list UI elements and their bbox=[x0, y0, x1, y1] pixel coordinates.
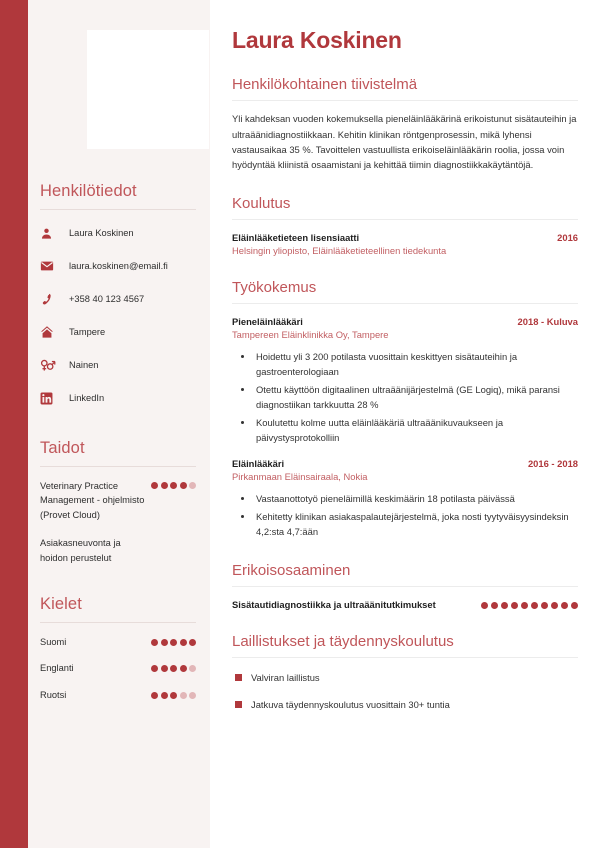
gender-icon bbox=[40, 358, 62, 372]
language-row bbox=[40, 661, 196, 675]
expertise-label: Sisätautidiagnostiikka ja ultraäänitutkimukset bbox=[232, 598, 436, 610]
list-item bbox=[232, 671, 578, 685]
contact-row-name bbox=[40, 222, 196, 244]
rating-dot-filled bbox=[561, 602, 568, 609]
rating-dot-filled bbox=[541, 602, 548, 609]
rating-dot-filled bbox=[180, 482, 187, 489]
section-heading-expertise: Erikoisosaaminen bbox=[232, 561, 351, 579]
contact-value-linkedin: LinkedIn bbox=[69, 392, 105, 403]
contact-value-phone: +358 40 123 4567 bbox=[69, 293, 145, 304]
rating-dot-empty bbox=[189, 665, 196, 672]
divider bbox=[40, 209, 196, 210]
experience-date: 2016 - 2018 bbox=[527, 457, 578, 469]
education-title: Eläinlääketieteen lisensiaatti bbox=[232, 232, 360, 244]
skill-row bbox=[40, 536, 196, 565]
rating-dot-filled bbox=[170, 692, 177, 699]
person-icon bbox=[40, 227, 62, 240]
section-heading-education: Koulutus bbox=[232, 195, 291, 213]
contact-row-location bbox=[40, 321, 196, 343]
list-item bbox=[232, 698, 578, 712]
rating-dot-filled bbox=[180, 665, 187, 672]
rating-dot-filled bbox=[151, 639, 158, 646]
experience-bullets bbox=[246, 349, 578, 445]
entry-header bbox=[232, 316, 578, 327]
experience-employer: Tampereen Eläinklinikka Oy, Tampere bbox=[232, 329, 389, 341]
rating-dot-filled bbox=[521, 602, 528, 609]
square-bullet-icon bbox=[235, 701, 242, 708]
rating-dot-filled bbox=[551, 602, 558, 609]
envelope-icon bbox=[40, 259, 62, 273]
rating-dot-filled bbox=[161, 665, 168, 672]
experience-title: Eläinlääkäri bbox=[232, 457, 285, 469]
summary-text: Yli kahdeksan vuoden kokemuksella pieneläinlääkärinä erikoistunut sisätauteihin ja ultraäänidiagnostiikkaan. Kehitin klinikan röntgenprosessin, mikä lyhensi vastausaikaa 35 %. Tavoittelen vastuullista erikoiseläinlääkärin roolia, jossa voin hyödyntää kliinistä osaamistani ja kehittää tiimin diagnostiikkakäytäntöjä. bbox=[232, 113, 577, 170]
language-rating-dots bbox=[151, 692, 196, 699]
sidebar-heading-languages: Kielet bbox=[40, 595, 82, 614]
section-heading-summary: Henkilökohtainen tiivistelmä bbox=[232, 76, 418, 94]
section-heading-certifications: Laillistukset ja täydennyskoulutus bbox=[232, 632, 454, 650]
contact-row-phone[interactable] bbox=[40, 288, 196, 310]
rating-dot-filled bbox=[481, 602, 488, 609]
divider bbox=[40, 466, 196, 467]
rating-dot-filled bbox=[151, 482, 158, 489]
education-entry bbox=[232, 232, 578, 256]
square-bullet-icon bbox=[235, 674, 242, 681]
bullet-item: • Hoidettu yli 3 200 potilasta vuosittain keskittyen sisätauteihin ja gastroenterologiaan bbox=[254, 349, 578, 379]
divider bbox=[232, 100, 578, 101]
rating-dot-filled bbox=[161, 639, 168, 646]
certification-text: Jatkuva täydennyskoulutus vuosittain 30+ tuntia bbox=[251, 698, 450, 710]
rating-dot-filled bbox=[531, 602, 538, 609]
experience-date: 2018 - Kuluva bbox=[517, 316, 578, 328]
sidebar-heading-skills: Taidot bbox=[40, 439, 85, 457]
contact-value-gender: Nainen bbox=[69, 359, 99, 370]
divider bbox=[232, 586, 578, 587]
bullet-item: • Vastaanottotyö pieneläimillä keskimäärin 18 potilasta päivässä bbox=[254, 491, 578, 506]
divider bbox=[232, 303, 578, 304]
bullet-item: • Koulutettu kolme uutta eläinlääkäriä ultraäänikuvaukseen ja päivystysprotokolliin bbox=[254, 415, 578, 445]
rating-dot-empty bbox=[189, 482, 196, 489]
sidebar bbox=[28, 0, 210, 848]
experience-employer: Pirkanmaan Eläinsairaala, Nokia bbox=[232, 470, 368, 482]
skill-label: Asiakasneuvonta ja hoidon perustelut bbox=[40, 538, 121, 563]
contact-value-location: Tampere bbox=[69, 326, 106, 337]
certifications-list bbox=[232, 671, 578, 712]
main-content bbox=[210, 0, 600, 848]
contact-list bbox=[40, 222, 196, 409]
phone-icon bbox=[40, 293, 62, 306]
bullet-item: • Otettu käyttöön digitaalinen ultraäänijärjestelmä (GE Logiq), mikä paransi diagnostiikan tarkkuutta 28 % bbox=[254, 382, 578, 412]
experience-bullets bbox=[246, 491, 578, 539]
rating-dot-filled bbox=[170, 482, 177, 489]
rating-dot-filled bbox=[161, 482, 168, 489]
languages-list bbox=[40, 635, 196, 702]
divider bbox=[232, 657, 578, 658]
entry-header bbox=[232, 232, 578, 243]
education-institution: Helsingin yliopisto, Eläinlääketieteellinen tiedekunta bbox=[232, 245, 447, 257]
rating-dot-filled bbox=[151, 665, 158, 672]
language-rating-dots bbox=[151, 639, 196, 646]
rating-dot-filled bbox=[501, 602, 508, 609]
page-title: Laura Koskinen bbox=[232, 27, 402, 53]
language-label: Ruotsi bbox=[40, 689, 67, 700]
experience-entry bbox=[232, 458, 578, 539]
bullet-item: • Kehitetty klinikan asiakaspalautejärjestelmä, joka nosti tyytyväisyysindeksin 4,2:sta 4,7:ään bbox=[254, 509, 578, 539]
language-row bbox=[40, 688, 196, 702]
rating-dot-filled bbox=[571, 602, 578, 609]
divider bbox=[40, 622, 196, 623]
skills-list bbox=[40, 479, 196, 565]
rating-dot-filled bbox=[180, 639, 187, 646]
rating-dot-filled bbox=[511, 602, 518, 609]
contact-row-gender bbox=[40, 354, 196, 376]
language-label: Englanti bbox=[40, 663, 74, 674]
section-heading-experience: Työkokemus bbox=[232, 279, 317, 297]
expertise-rating-dots bbox=[481, 599, 578, 609]
contact-row-linkedin[interactable] bbox=[40, 387, 196, 409]
certification-text: Valviran laillistus bbox=[251, 671, 320, 683]
rating-dot-empty bbox=[189, 692, 196, 699]
language-row bbox=[40, 635, 196, 649]
rating-dot-filled bbox=[189, 639, 196, 646]
skill-rating-dots bbox=[151, 479, 196, 489]
language-label: Suomi bbox=[40, 637, 67, 648]
sidebar-heading-personal-info: Henkilötiedot bbox=[40, 182, 137, 200]
contact-value-name: Laura Koskinen bbox=[69, 227, 134, 238]
accent-bar bbox=[0, 0, 28, 848]
rating-dot-filled bbox=[151, 692, 158, 699]
home-icon bbox=[40, 325, 62, 339]
linkedin-icon bbox=[40, 392, 62, 405]
rating-dot-filled bbox=[161, 692, 168, 699]
language-rating-dots bbox=[151, 665, 196, 672]
skill-label: Veterinary Practice Management - ohjelmisto (Provet Cloud) bbox=[40, 481, 145, 520]
experience-entry bbox=[232, 316, 578, 445]
experience-title: Pieneläinlääkäri bbox=[232, 316, 303, 328]
profile-photo-placeholder bbox=[87, 30, 209, 149]
expertise-row bbox=[232, 599, 578, 610]
skill-row bbox=[40, 479, 196, 522]
rating-dot-filled bbox=[170, 665, 177, 672]
rating-dot-empty bbox=[180, 692, 187, 699]
rating-dot-filled bbox=[170, 639, 177, 646]
contact-value-email: laura.koskinen@email.fi bbox=[69, 260, 168, 271]
rating-dot-filled bbox=[491, 602, 498, 609]
education-date: 2016 bbox=[557, 232, 578, 244]
divider bbox=[232, 219, 578, 220]
entry-header bbox=[232, 458, 578, 469]
contact-row-email[interactable] bbox=[40, 255, 196, 277]
